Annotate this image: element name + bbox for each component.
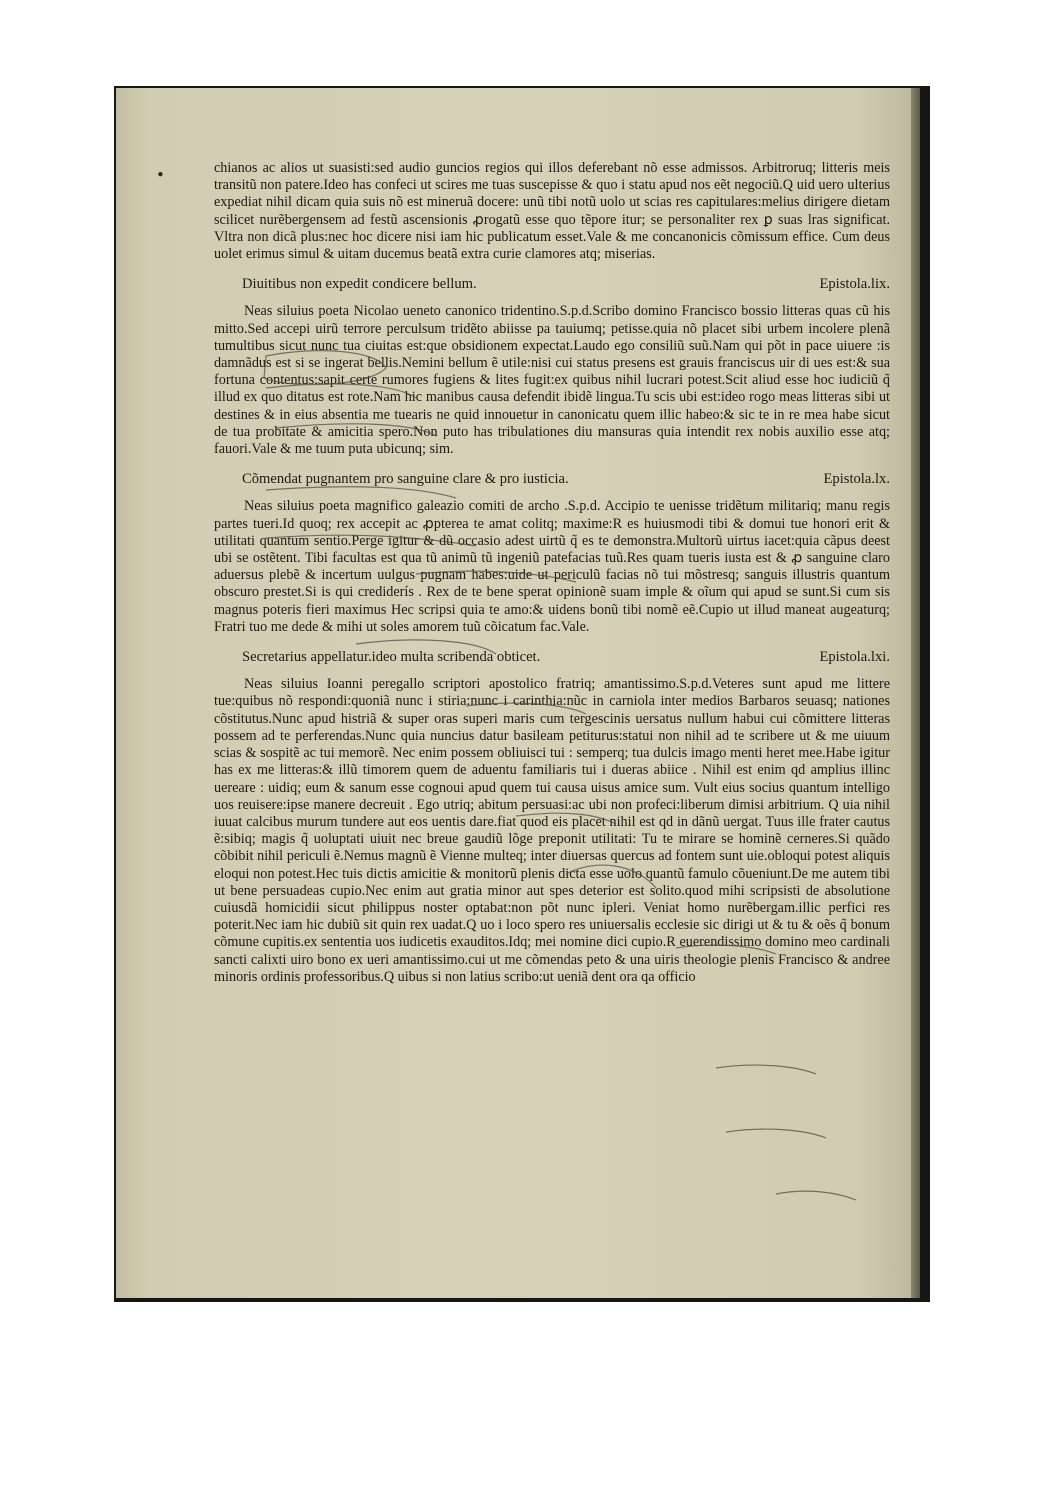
heading-summary: Cõmendat pugnantem pro sanguine clare & pro iusticia.: [242, 471, 569, 488]
heading-summary: Secretarius appellatur.ideo multa scribenda obticet.: [242, 649, 541, 666]
heading-number: Epistola.lx.: [823, 471, 890, 488]
book-scan: [114, 86, 930, 1302]
heading-summary: Diuitibus non expedit condicere bellum.: [242, 276, 477, 293]
epistle-lx-body: Neas siluius poeta magnifico galeazio comiti de archo .S.p.d. Accipio te uenisse tridẽtum militariq; manu regis partes tueri.Id quoq; rex accepit ac ꝓpterea te amat colitq; maxime:R es huiusmodi tibi & domui tue honori erit & utilitati quantum sentio.Perge igitur & dũ occasio adest uirtũ q̃ es te demonstra.Multorũ uirtus iacet:quia cãpus deest ubi se ostẽtent. Tibi facultas est qua tũ animũ tũ ingeniũ patefacias tuũ.Res quam tueris iusta est & ꝓ sanguine claro aduersus plebẽ & incertum uulgus pugnam habes:uide ut periculũ facias nõ tui mõstresq; sanguis illustris quantum obscuro prestet.Si is qui crediderís . Rex de te bene sperat opinionẽ suam imple & oĩum qui apud se sunt.Si cum sis magnus poteris fieri maximus Hec scripsi quia te amo:& uidens bonũ tibi nomẽ eẽ.Cupio ut illud maneat augeaturq; Fratri tuo me dede & mihi ut soles amorem tuũ cõicatum fac.Vale.: [214, 498, 890, 635]
page-edge: [911, 88, 920, 1298]
heading-number: Epistola.lix.: [819, 276, 890, 293]
letter-ending-paragraph: chianos ac alios ut suasisti:sed audio guncios regios qui illos deferebant nõ esse admissos. Arbitroruq; litteris meis transitũ non patere.Ideo has confeci ut scires me tuas suscepisse & quo i statu apud nos eẽt negociũ.Q uid uero ulterius expediat nihil dicam quia suis nõ est mineruã docere: unũ tibi notũ uolo ut scias res capitulares:melius dirigere dietam scilicet nurẽbergensem ad festũ ascensionis ꝓrogatũ esse quo tẽpore itur; se personaliter rex ꝑ suas lras significat. Vltra non dicã plus:nec hoc dicere nisi iam hic publicatum esset.Vale & me concanonicis cõmissum effice. Cum deus uolet erimus simul & uitam ducemus beatã extra curie clamores atq; miserias.: [214, 160, 890, 263]
epistle-heading-lix: [242, 276, 890, 293]
page-text: [214, 160, 890, 986]
epistle-lix-body: Neas siluius poeta Nicolao ueneto canonico tridentino.S.p.d.Scribo domino Francisco bossio litteras quas cũ his mitto.Sed accepi uirũ terrore perculsum tridẽto abiisse pa tauiumq; petisse.quia nõ placet sibi urbem incolere plenã tumultibus sicut nunc tua ciuitas est:que obsidionem expectat.Laudo ego consiliũ suũ.Nam qui põt in pace uiuere :is damnãdus est si se ingerat bellis.Nemini bellum ẽ utile:nisi cui status presens est grauis franciscus uir di ues est:& sua fortuna contentus:sapit certe rumores fugiens & lites fugit:ex quibus nihil lucrari potest.Scit aliud esse hoc iudiciũ q̃ illud ex quo ditatus est rote.Nam hic manibus causa defendit ibidẽ lingua.Tu scis ubi est:ideo rogo meas litteras sibi ut destines & in eius absentia me tuearis ne quid innouetur in canonicatu quem illic habeo:& sic te in re mea habe sicut de tua probitate & amicitia spero.Non puto has tribulationes diu mansuras quia intendit rex nobis auxilio esse atq; fauori.Vale & me tuum puta ubicunq; sim.: [214, 303, 890, 458]
heading-number: Epistola.lxi.: [819, 649, 890, 666]
epistle-heading-lxi: [242, 649, 890, 666]
epistle-lxi-body: Neas siluius Ioanni peregallo scriptori apostolico fratriq; amantissimo.S.p.d.Veteres sunt apud me littere tue:quibus nõ respondi:quoniã nunc i stiria:nunc i carinthia:nũc in carniola inter medios Barbaros seuasq; nationes cõstitutus.Nunc apud histriã & super oras superi maris cum tergescinis uersatus nullum habui cui cõmittere litteras possem ad te perferendas.Nunc quia nuncius datur basileam petiturus:statui non nihil ad te scribere ut & me uiuum scias & sospitẽ ac tui memorẽ. Nec enim possem obliuisci tui : semperq; tua dulcis imago menti heret mee.Habe igitur has ex me litteras:& illũ timorem quem de aduentu familiaris tui i dueras abiice . Nihil est enim qd amplius illinc uereare : uidiq; eum & sanum esse cognoui apud quem tui causa uisus amice sum. Vult eius socius quantum intelligo uos reuisere:ipse manere decreuit . Ego utriq; abitum persuasi:ac ubi non profeci:liberum dimisi arbitrium. Q uia nihil iuuat calcibus murum tundere aut eos uentis dare.fiat quod eis placet nihil est qd in dãnũ uergat. Tuus ille frater cautus ẽ:sibiq; magis q̃ uoluptati uiuit nec breue gaudiũ lõge preponit utilitati: Tu te mirare se hominẽ cerneres.Si quãdo cõbibit nihil periculi ẽ.Nemus magnũ ẽ Vienne multeq; inter diuersas quercus ad fontem sunt uie.obloqui potest aliquis eloqui non potest.Hec tuis dictis amicitie & monitorũ plenis dicta esse uolo quantũ famulo cõueniunt.De me autem tibi ut bene persuadeas cupio.Nec enim aut gratia minor aut spes deterior est solito.quod mihi scripsisti de absolutione cuiusdã homicidii sicut philippus noster optabat:non põt nunc ipleri. Veniat homo nurẽbergam.illic perfici res poterit.Nec iam hic dubiũ sit quin rex uadat.Q uo i loco spero res uniuersalis ecclesie sic dirigi ut & tu & oẽs q̃ bonum cõmune cupitis.ex sententia uos iudicetis exauditos.Idq; mei nomine dici cupio.R euerendissimo domino meo cardinali sancti calixti uiro bono ex ueri amantissimo.cui ut me cõmendas peto & una uiris theologie plenis Francisco & andree minoris ordinis professoribus.Q uibus si non latius scribo:ut ueniã dent ora qa officio: [214, 676, 890, 985]
margin-dot: •: [156, 166, 165, 184]
epistle-heading-lx: [242, 471, 890, 488]
manuscript-page: [116, 88, 920, 1298]
